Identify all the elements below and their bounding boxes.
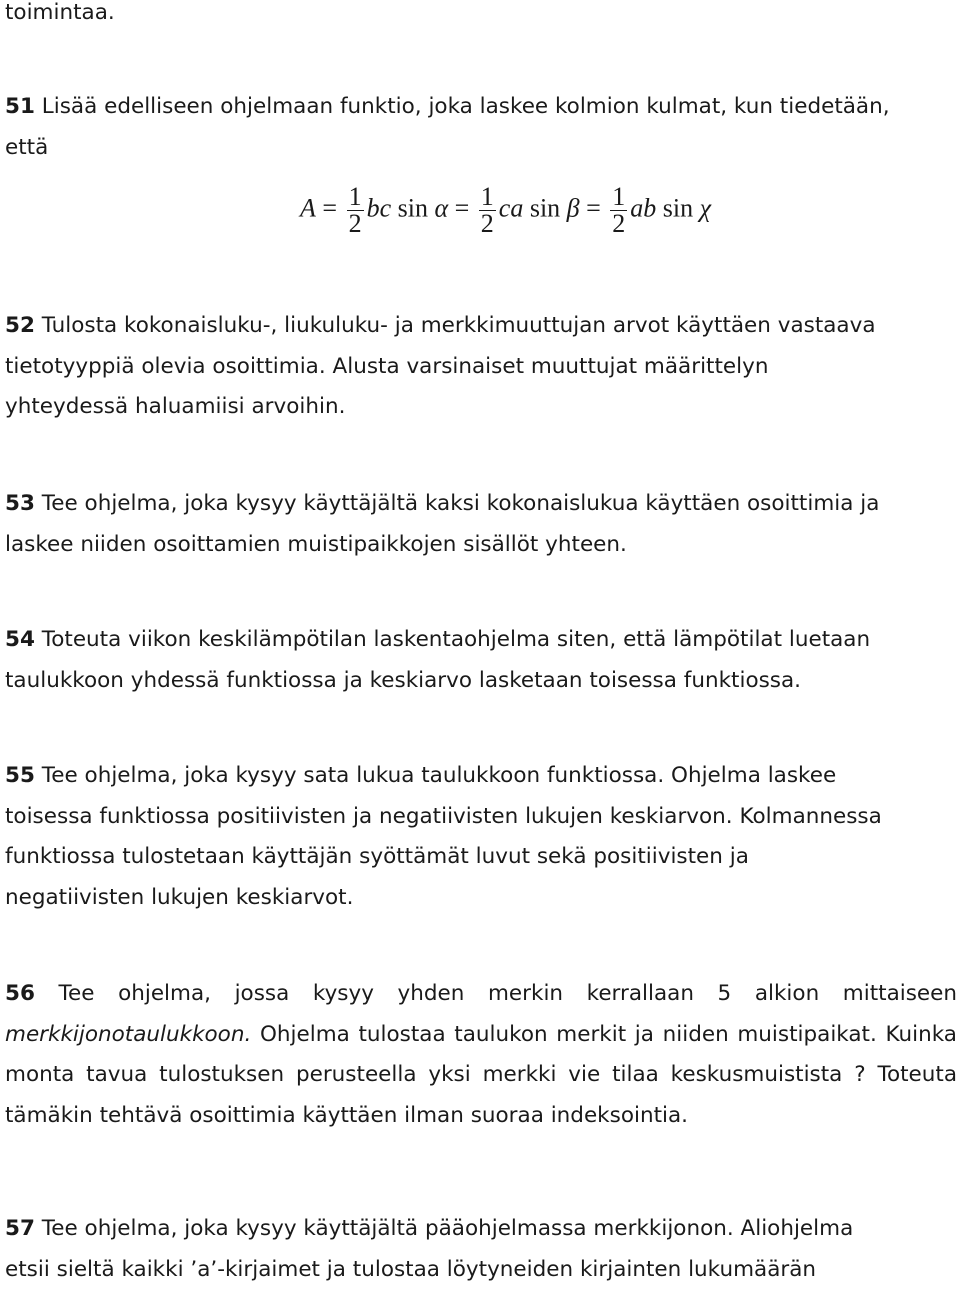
exercise-54-line-2: taulukkoon yhdessä funktiossa ja keskiarvo lasketaan toisessa funktiossa. <box>5 661 957 702</box>
exercise-55 <box>5 756 957 918</box>
exercise-number: 54 <box>5 627 35 652</box>
formula-term-ab: ab <box>630 193 656 222</box>
exercise-57 <box>5 1209 957 1290</box>
formula-term-bc: bc <box>367 193 392 222</box>
exercise-53 <box>5 484 957 565</box>
triangle-area-formula <box>300 184 711 237</box>
exercise-52-line-3: yhteydessä haluamiisi arvoihin. <box>5 387 957 428</box>
exercise-53-line-1: 53 Tee ohjelma, joka kysyy käyttäjältä kaksi kokonaislukua käyttäen osoittimia ja <box>5 484 957 525</box>
formula-chi: χ <box>700 193 711 222</box>
exercise-52-line-1: 52 Tulosta kokonaisluku-, liukuluku- ja merkkimuuttujan arvot käyttäen vastaava <box>5 306 957 347</box>
exercise-number: 57 <box>5 1216 35 1241</box>
formula-fraction: $\frac{1}{2}$ <box>347 184 364 237</box>
exercise-number: 52 <box>5 313 35 338</box>
top-fragment <box>5 0 957 34</box>
exercise-56-text-b: Ohjelma tulostaa taulukon merkit ja niiden muistipaikat. Kuinka monta tavua tulostuksen perusteella yksi merkki vie tilaa keskusmuistista ? Toteuta tämäkin tehtävä osoittimia käyttäen ilman suoraa indeksointia. <box>5 1022 957 1128</box>
exercise-51-line-2: että <box>5 128 957 169</box>
exercise-number: 53 <box>5 491 35 516</box>
formula-sin: sin <box>530 193 560 222</box>
exercise-54-line-1: 54 Toteuta viikon keskilämpötilan laskentaohjelma siten, että lämpötilat luetaan <box>5 620 957 661</box>
formula-fraction: $\frac{1}{2}$ <box>479 184 496 237</box>
exercise-52-line-2: tietotyyppiä olevia osoittimia. Alusta varsinaiset muuttujat määrittelyn <box>5 347 957 388</box>
exercise-56 <box>5 974 957 1136</box>
formula-sin: sin <box>663 193 693 222</box>
formula-term-ca: ca <box>499 193 524 222</box>
formula-fraction: $\frac{1}{2}$ <box>610 184 627 237</box>
exercise-54 <box>5 620 957 701</box>
exercise-55-line-3: funktiossa tulostetaan käyttäjän syöttämät luvut sekä positiivisten ja <box>5 837 957 878</box>
exercise-55-line-1: 55 Tee ohjelma, joka kysyy sata lukua taulukkoon funktiossa. Ohjelma laskee <box>5 756 957 797</box>
exercise-57-line-1: 57 Tee ohjelma, joka kysyy käyttäjältä pääohjelmassa merkkijonon. Aliohjelma <box>5 1209 957 1250</box>
exercise-51-line-1: 51 Lisää edelliseen ohjelmaan funktio, joka laskee kolmion kulmat, kun tiedetään, <box>5 87 957 128</box>
exercise-number: 56 <box>5 981 35 1006</box>
formula-beta: β <box>567 193 580 222</box>
formula-alpha: α <box>434 193 448 222</box>
exercise-53-line-2: laskee niiden osoittamien muistipaikkojen sisällöt yhteen. <box>5 525 957 566</box>
top-fragment-text: toimintaa. <box>5 0 957 34</box>
exercise-55-line-2: toisessa funktiossa positiivisten ja negatiivisten lukujen keskiarvon. Kolmannessa <box>5 797 957 838</box>
exercise-56-italic-term: merkkijonotaulukkoon. <box>5 1022 251 1047</box>
formula-equals: = <box>322 193 337 222</box>
exercise-51 <box>5 87 957 168</box>
formula-sin: sin <box>398 193 428 222</box>
formula-lhs: A <box>300 193 316 222</box>
formula-equals: = <box>586 193 601 222</box>
exercise-number: 51 <box>5 94 35 119</box>
exercise-56-text-a: Tee ohjelma, jossa kysyy yhden merkin kerrallaan 5 alkion mittaiseen <box>59 981 957 1006</box>
exercise-57-line-2: etsii sieltä kaikki ’a’-kirjaimet ja tulostaa löytyneiden kirjainten lukumäärän <box>5 1250 957 1290</box>
formula-equals: = <box>455 193 470 222</box>
exercise-55-line-4: negatiivisten lukujen keskiarvot. <box>5 878 957 919</box>
exercise-number: 55 <box>5 763 35 788</box>
exercise-52 <box>5 306 957 428</box>
